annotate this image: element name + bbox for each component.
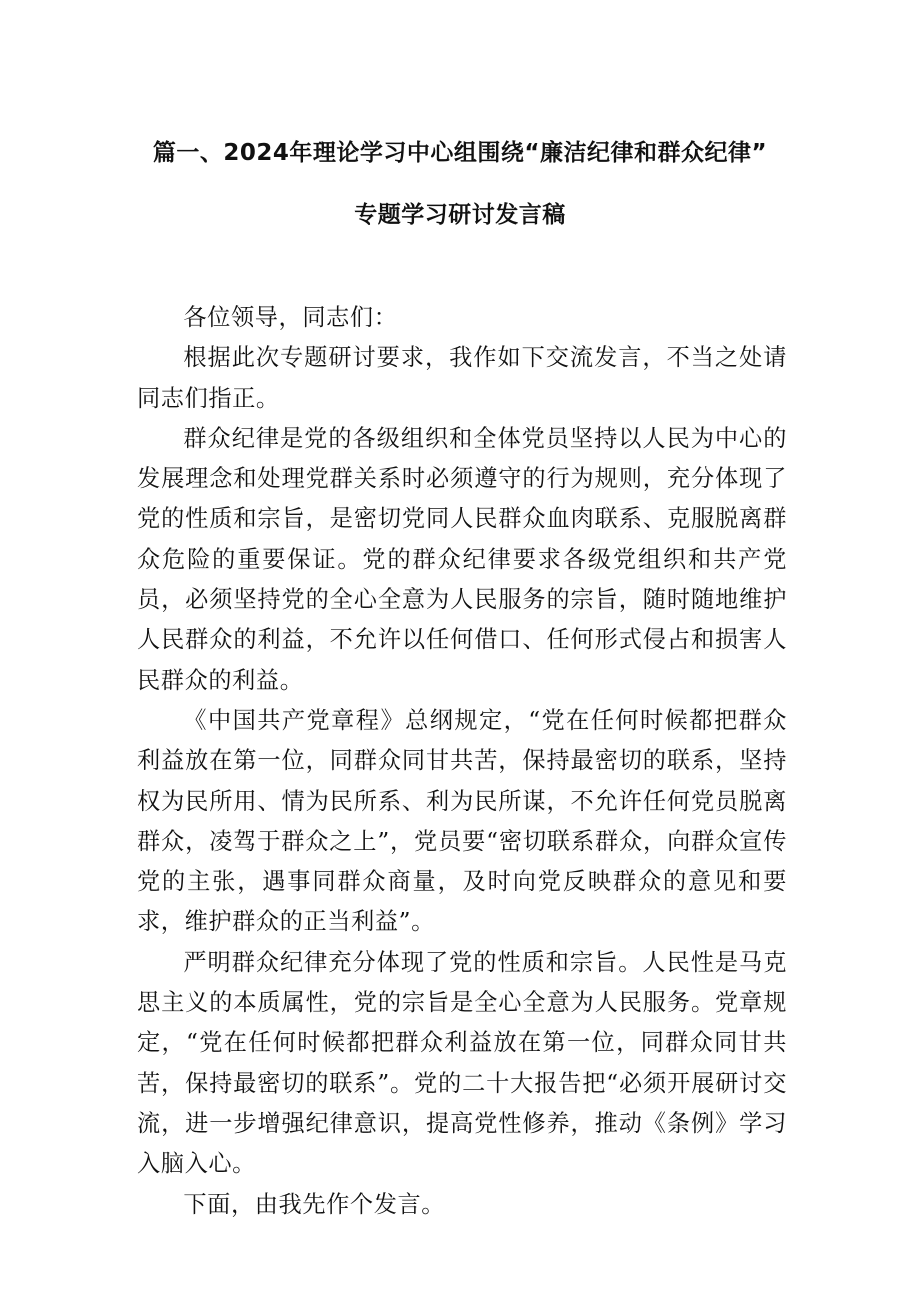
paragraph-closing: 下面，由我先作个发言。	[183, 1190, 446, 1218]
paragraph-intro: 根据此次专题研讨要求，我作如下交流发言，不当之处请同志们指正。	[137, 344, 787, 412]
document-title-line-1: 篇一、2024年理论学习中心组围绕“廉洁纪律和群众纪律”	[152, 140, 768, 166]
paragraph-salutation: 各位领导，同志们：	[183, 304, 398, 331]
paragraph-party-constitution: 《中国共产党章程》总纲规定，“党在任何时候都把群众利益放在第一位，同群众同甘共苦，保持最密切的联系，坚持权为民所用、情为民所系、利为民所谋，不允许任何党员脱离群众，凌驾于群众之上”，党员要“密切联系群众，向群众宣传党的主张，遇事同群众商量，及时向党反映群众的意见和要求，维护群众的正当利益”。	[137, 706, 787, 936]
document-body	[137, 298, 787, 1225]
paragraph-strict-discipline: 严明群众纪律充分体现了党的性质和宗旨。人民性是马克思主义的本质属性，党的宗旨是全心全意为人民服务。党章规定，“党在任何时候都把群众利益放在第一位，同群众同甘共苦，保持最密切的联系”。党的二十大报告把“必须开展研讨交流，进一步增强纪律意识，提高党性修养，推动《条例》学习入脑入心。	[137, 948, 787, 1178]
document-title-line-2: 专题学习研讨发言稿	[354, 202, 566, 228]
paragraph-mass-discipline: 群众纪律是党的各级组织和全体党员坚持以人民为中心的发展理念和处理党群关系时必须遵守的行为规则，充分体现了党的性质和宗旨，是密切党同人民群众血肉联系、克服脱离群众危险的重要保证。党的群众纪律要求各级党组织和共产党员，必须坚持党的全心全意为人民服务的宗旨，随时随地维护人民群众的利益，不允许以任何借口、任何形式侵占和损害人民群众的利益。	[137, 424, 787, 694]
